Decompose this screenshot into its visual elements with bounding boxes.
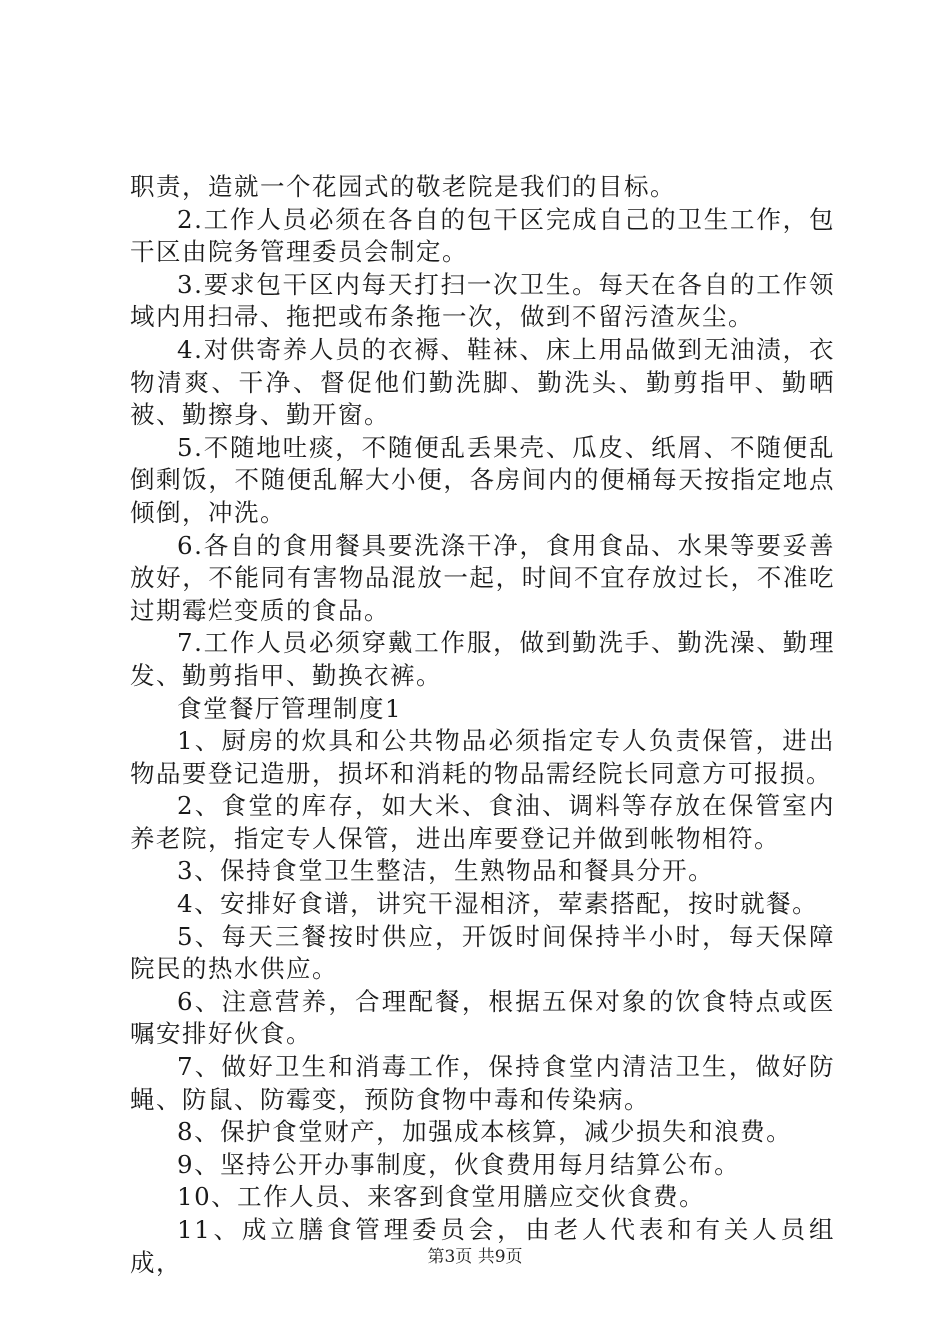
paragraph: 7、做好卫生和消毒工作，保持食堂内清洁卫生，做好防蝇、防鼠、防霉变，预防食物中毒和传染病。 bbox=[130, 1052, 835, 1114]
document-body bbox=[130, 171, 835, 1279]
paragraph: 3.要求包干区内每天打扫一次卫生。每天在各自的工作领域内用扫帚、拖把或布条拖一次，做到不留污渣灰尘。 bbox=[130, 269, 835, 332]
paragraph: 3、保持食堂卫生整洁，生熟物品和餐具分开。 bbox=[177, 856, 715, 886]
paragraph: 4.对供寄养人员的衣褥、鞋袜、床上用品做到无油渍，衣物清爽、干净、督促他们勤洗脚、勤洗头、勤剪指甲、勤晒被、勤擦身、勤开窗。 bbox=[130, 334, 835, 430]
paragraph: 1、厨房的炊具和公共物品必须指定专人负责保管，进出物品要登记造册，损坏和消耗的物品需经院长同意方可报损。 bbox=[130, 726, 835, 788]
paragraph: 5、每天三餐按时供应，开饭时间保持半小时，每天保障院民的热水供应。 bbox=[130, 921, 835, 984]
paragraph: 11、成立膳食管理委员会，由老人代表和有关人员组成， bbox=[130, 1215, 835, 1277]
paragraph: 8、保护食堂财产，加强成本核算，减少损失和浪费。 bbox=[177, 1117, 793, 1147]
paragraph: 6.各自的食用餐具要洗涤干净，食用食品、水果等要妥善放好，不能同有害物品混放一起，时间不宜存放过长，不准吃过期霉烂变质的食品。 bbox=[130, 530, 835, 625]
page-number-footer: 第3页 共9页 bbox=[427, 1247, 523, 1267]
paragraph: 5.不随地吐痰，不随便乱丢果壳、瓜皮、纸屑、不随便乱倒剩饭，不随便乱解大小便，各房间内的便桶每天按指定地点倾倒，冲洗。 bbox=[130, 432, 835, 527]
paragraph: 7.工作人员必须穿戴工作服，做到勤洗手、勤洗澡、勤理发、勤剪指甲、勤换衣裤。 bbox=[130, 628, 835, 690]
paragraph: 6、注意营养，合理配餐，根据五保对象的饮食特点或医嘱安排好伙食。 bbox=[130, 986, 835, 1049]
paragraph: 10、工作人员、来客到食堂用膳应交伙食费。 bbox=[177, 1182, 706, 1212]
section-heading: 食堂餐厅管理制度1 bbox=[177, 693, 403, 723]
paragraph: 职责，造就一个花园式的敬老院是我们的目标。 bbox=[130, 172, 676, 201]
paragraph: 4、安排好食谱，讲究干湿相济，荤素搭配，按时就餐。 bbox=[177, 889, 819, 919]
paragraph: 2.工作人员必须在各自的包干区完成自己的卫生工作，包干区由院务管理委员会制定。 bbox=[130, 204, 835, 267]
paragraph: 2、食堂的库存，如大米、食油、调料等存放在保管室内养老院，指定专人保管，进出库要登记并做到帐物相符。 bbox=[130, 791, 835, 853]
paragraph: 9、坚持公开办事制度，伙食费用每月结算公布。 bbox=[177, 1149, 741, 1179]
